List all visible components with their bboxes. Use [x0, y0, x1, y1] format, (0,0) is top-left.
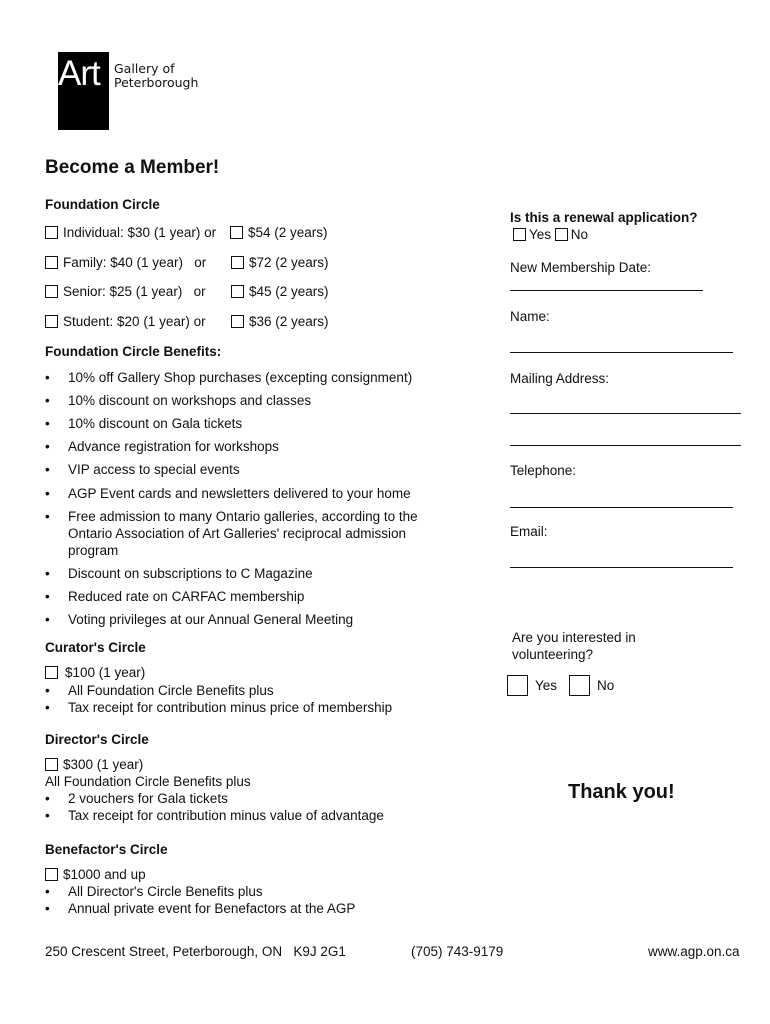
director-heading: Director's Circle — [45, 732, 149, 747]
option-student-2yr[interactable] — [231, 314, 329, 329]
option-label: Student: $20 (1 year) or — [63, 314, 206, 329]
checkbox[interactable] — [45, 256, 58, 269]
benefit-text: 10% discount on workshops and classes — [68, 393, 312, 408]
renewal-question: Is this a renewal application? — [510, 210, 698, 225]
bullet: • — [45, 462, 50, 477]
volunteer-yes-label: Yes — [535, 678, 558, 693]
benefit-text: Annual private event for Benefactors at the AGP — [68, 901, 356, 916]
option-label: $54 (2 years) — [248, 225, 328, 240]
volunteer-yes-checkbox[interactable] — [507, 675, 528, 696]
bullet: • — [45, 370, 50, 385]
new-membership-date-label: New Membership Date: — [510, 260, 652, 275]
bullet: • — [45, 612, 50, 627]
benefit-text: 10% discount on Gala tickets — [68, 416, 243, 431]
bullet: • — [45, 486, 50, 501]
volunteer-no-checkbox[interactable] — [569, 675, 590, 696]
mailing-address-field-1[interactable] — [510, 413, 741, 414]
volunteer-no-label: No — [597, 678, 615, 693]
option-label: Family: $40 (1 year) or — [63, 255, 207, 270]
footer-address: 250 Crescent Street, Peterborough, ON K9J 2G1 — [45, 944, 346, 959]
checkbox[interactable] — [45, 758, 58, 771]
renewal-no-checkbox[interactable] — [555, 228, 568, 241]
benefit-text: Tax receipt for contribution minus value of advantage — [68, 808, 384, 823]
bullet: • — [45, 884, 50, 899]
page-title: Become a Member! — [45, 157, 220, 178]
option-label: $36 (2 years) — [249, 314, 329, 329]
benefit-text: Free admission to many Ontario galleries, according to the — [68, 509, 418, 524]
checkbox[interactable] — [45, 666, 58, 679]
foundation-heading: Foundation Circle — [45, 197, 160, 212]
name-label: Name: — [510, 309, 550, 324]
option-label: $1000 and up — [63, 867, 146, 882]
option-label: $100 (1 year) — [65, 665, 146, 680]
option-label: $45 (2 years) — [249, 284, 329, 299]
bullet: • — [45, 439, 50, 454]
bullet: • — [45, 901, 50, 916]
foundation-benefits-heading: Foundation Circle Benefits: — [45, 344, 222, 359]
benefit-text: Voting privileges at our Annual General Meeting — [68, 612, 354, 627]
checkbox[interactable] — [231, 285, 244, 298]
checkbox[interactable] — [231, 256, 244, 269]
benefit-text: Discount on subscriptions to C Magazine — [68, 566, 313, 581]
new-membership-date-field[interactable] — [510, 290, 703, 291]
benefit-text: Ontario Association of Art Galleries' reciprocal admission — [68, 526, 406, 541]
benefit-text: All Foundation Circle Benefits plus — [68, 683, 274, 698]
option-benefactor[interactable] — [45, 867, 146, 882]
director-intro: All Foundation Circle Benefits plus — [45, 774, 251, 789]
benefit-text: Reduced rate on CARFAC membership — [68, 589, 305, 604]
renewal-yes-label: Yes — [529, 227, 552, 242]
benefit-text: 2 vouchers for Gala tickets — [68, 791, 228, 806]
telephone-field[interactable] — [510, 507, 733, 508]
mailing-address-field-2[interactable] — [510, 445, 741, 446]
volunteer-question-line1: Are you interested in — [512, 630, 636, 645]
option-curator[interactable] — [45, 665, 145, 680]
renewal-yes-checkbox[interactable] — [513, 228, 526, 241]
logo-mark-text: Art — [58, 54, 100, 93]
benefit-text: All Director's Circle Benefits plus — [68, 884, 263, 899]
option-student-1yr[interactable] — [45, 314, 206, 329]
option-label: Individual: $30 (1 year) or — [63, 225, 217, 240]
email-label: Email: — [510, 524, 548, 539]
option-senior-2yr[interactable] — [231, 284, 329, 299]
benefit-text: Tax receipt for contribution minus price of membership — [68, 700, 393, 715]
benefit-text: AGP Event cards and newsletters delivered to your home — [68, 486, 411, 501]
renewal-no-label: No — [570, 227, 589, 242]
checkbox[interactable] — [231, 315, 244, 328]
checkbox[interactable] — [45, 315, 58, 328]
bullet: • — [45, 566, 50, 581]
option-label: Senior: $25 (1 year) or — [63, 284, 206, 299]
checkbox[interactable] — [45, 868, 58, 881]
curator-heading: Curator's Circle — [45, 640, 146, 655]
option-senior-1yr[interactable] — [45, 284, 206, 299]
option-individual-2yr[interactable] — [230, 225, 328, 240]
option-label: $300 (1 year) — [63, 757, 144, 772]
logo-mark — [58, 54, 100, 94]
bullet: • — [45, 683, 50, 698]
option-director[interactable] — [45, 757, 143, 772]
renewal-options — [513, 227, 588, 242]
footer-phone: (705) 743-9179 — [411, 944, 504, 959]
checkbox[interactable] — [45, 285, 58, 298]
thank-you: Thank you! — [568, 781, 675, 803]
benefactor-heading: Benefactor's Circle — [45, 842, 168, 857]
mailing-address-label: Mailing Address: — [510, 371, 610, 386]
option-individual-1yr[interactable] — [45, 225, 216, 240]
bullet: • — [45, 589, 50, 604]
option-label: $72 (2 years) — [249, 255, 329, 270]
name-field[interactable] — [510, 352, 733, 353]
bullet: • — [45, 791, 50, 806]
logo-name-line1: Gallery of — [114, 61, 175, 76]
volunteer-question-line2: volunteering? — [512, 647, 594, 662]
volunteer-question — [512, 629, 636, 663]
email-field[interactable] — [510, 567, 733, 568]
benefit-text: Advance registration for workshops — [68, 439, 279, 454]
checkbox[interactable] — [230, 226, 243, 239]
option-family-2yr[interactable] — [231, 255, 329, 270]
benefit-text: program — [68, 543, 119, 558]
telephone-label: Telephone: — [510, 463, 577, 478]
logo-name — [114, 62, 198, 90]
bullet: • — [45, 416, 50, 431]
bullet: • — [45, 808, 50, 823]
bullet: • — [45, 700, 50, 715]
benefit-text: VIP access to special events — [68, 462, 240, 477]
bullet: • — [45, 393, 50, 408]
checkbox[interactable] — [45, 226, 58, 239]
benefit-text: 10% off Gallery Shop purchases (excepting consignment) — [68, 370, 413, 385]
footer-website[interactable]: www.agp.on.ca — [648, 944, 740, 959]
option-family-1yr[interactable] — [45, 255, 206, 270]
logo-name-line2: Peterborough — [114, 75, 199, 90]
logo-block — [58, 52, 109, 130]
bullet: • — [45, 509, 50, 524]
